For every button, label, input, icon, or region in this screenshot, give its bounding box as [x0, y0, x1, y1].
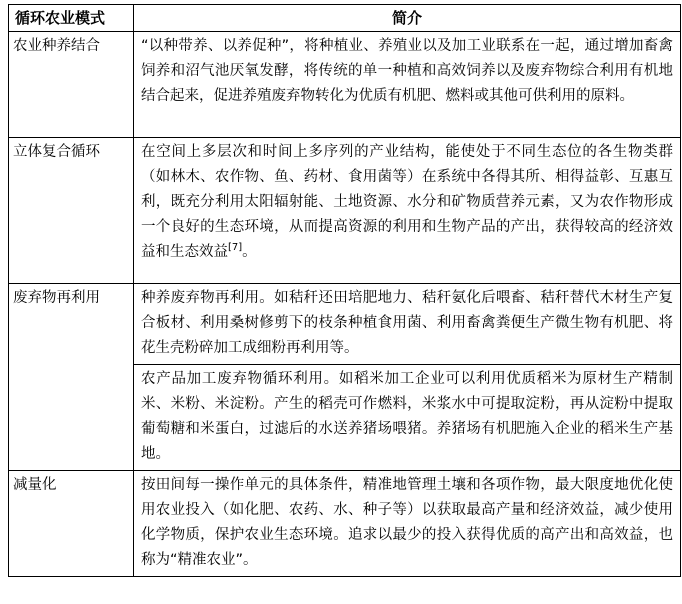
mode-cell: 立体复合循环 [9, 138, 134, 284]
table-row [9, 138, 681, 284]
circular-agriculture-table-container [8, 4, 680, 577]
table-row [9, 284, 681, 365]
intro-cell: 农产品加工废弃物循环利用。如稻米加工企业可以利用优质稻米为原材生产精制米、米粉、米淀粉。产生的稻壳可作燃料，米浆水中可提取淀粉，再从淀粉中提取葡萄糖和米蛋白，过滤后的水送养猪场喂猪。养猪场有机肥施入企业的稻米生产基地。 [134, 365, 681, 471]
header-intro: 简介 [134, 5, 681, 32]
intro-cell [134, 138, 681, 284]
header-mode: 循环农业模式 [9, 5, 134, 32]
intro-text-end: 。 [242, 244, 257, 260]
intro-cell: “以种带养、以养促种”，将种植业、养殖业以及加工业联系在一起，通过增加畜禽饲养和沼气池厌氧发酵，将传统的单一种植和高效饲养以及废弃物综合利用有机地结合起来，促进养殖废弃物转化为优质有机肥、燃料或其他可供利用的原料。 [134, 32, 681, 138]
table-row [9, 32, 681, 138]
intro-cell: 按田间每一操作单元的具体条件，精准地管理土壤和各项作物，最大限度地优化使用农业投入（如化肥、农药、水、种子等）以获取最高产量和经济效益，减少使用化学物质，保护农业生态环境。追求以最少的投入获得优质的高产出和高效益，也称为“精准农业”。 [134, 471, 681, 577]
table-row [9, 471, 681, 577]
table-header-row [9, 5, 681, 32]
intro-cell: 种养废弃物再利用。如秸秆还田培肥地力、秸秆氨化后喂畜、秸秆替代木材生产复合板材、利用桑树修剪下的枝条种植食用菌、利用畜禽粪便生产微生物有机肥、将花生壳粉碎加工成细粉再利用等。 [134, 284, 681, 365]
mode-cell: 农业种养结合 [9, 32, 134, 138]
reference-superscript: [7] [228, 242, 243, 253]
circular-agriculture-table [8, 4, 681, 577]
mode-cell: 减量化 [9, 471, 134, 577]
intro-text: 在空间上多层次和时间上多序列的产业结构，能使处于不同生态位的各生物类群（如林木、农作物、鱼、药材、食用菌等）在系统中各得其所、相得益彰、互惠互利，既充分利用太阳辐射能、土地资源、水分和矿物质营养元素，又为农作物形成一个良好的生态环境，从而提高资源的利用和生物产品的产出，获得较高的经济效益和生态效益 [141, 144, 673, 260]
mode-cell: 废弃物再利用 [9, 284, 134, 471]
